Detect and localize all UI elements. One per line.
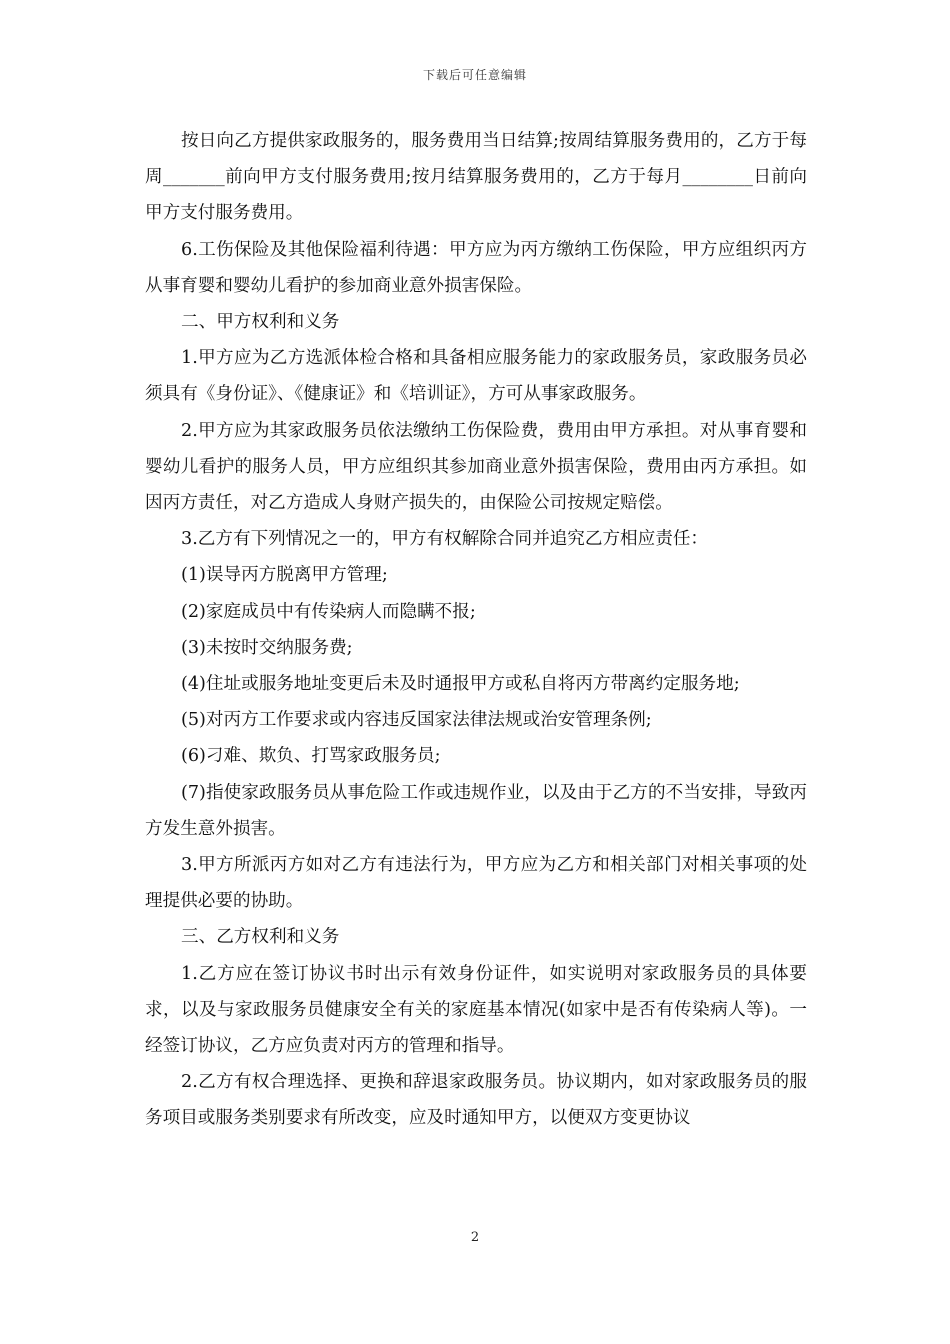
list-item-2: (2)家庭成员中有传染病人而隐瞒不报; bbox=[181, 601, 476, 622]
section-heading-party-a: 二、甲方权利和义务 bbox=[181, 312, 340, 333]
page-number: 2 bbox=[470, 1230, 480, 1245]
paragraph-b-2: 2.乙方有权合理选择、更换和辞退家政服务员。协议期内，如对家政服务员的服务项目或服务类别要求有所改变，应及时通知甲方，以便双方变更协议 bbox=[145, 1072, 807, 1129]
list-item-1: (1)误导丙方脱离甲方管理; bbox=[181, 565, 388, 586]
paragraph-a-2: 2.甲方应为其家政服务员依法缴纳工伤保险费，费用由甲方承担。对从事育婴和婴幼儿看护的服务人员，甲方应组织其参加商业意外损害保险，费用由丙方承担。如因丙方责任，对乙方造成人身财产损失的，由保险公司按规定赔偿。 bbox=[145, 420, 807, 514]
list-item-3: (3)未按时交纳服务费; bbox=[181, 637, 353, 658]
paragraph-a-1: 1.甲方应为乙方选派体检合格和具备相应服务能力的家政服务员，家政服务员必须具有《身份证》、《健康证》和《培训证》，方可从事家政服务。 bbox=[145, 348, 807, 405]
list-item-7: (7)指使家政服务员从事危险工作或违规作业，以及由于乙方的不当安排，导致丙方发生意外损害。 bbox=[145, 782, 807, 839]
paragraph-insurance: 6.工伤保险及其他保险福利待遇：甲方应为丙方缴纳工伤保险，甲方应组织丙方从事育婴和婴幼儿看护的参加商业意外损害保险。 bbox=[145, 239, 807, 296]
paragraph-a-3: 3.乙方有下列情况之一的，甲方有权解除合同并追究乙方相应责任： bbox=[181, 529, 709, 550]
paragraph-b-1: 1.乙方应在签订协议书时出示有效身份证件，如实说明对家政服务员的具体要求，以及与家政服务员健康安全有关的家庭基本情况(如家中是否有传染病人等)。一经签订协议，乙方应负责对丙方的管理和指导。 bbox=[145, 963, 807, 1057]
page-header: 下载后可任意编辑 bbox=[422, 68, 527, 82]
list-item-5: (5)对丙方工作要求或内容违反国家法律法规或治安管理条例; bbox=[181, 710, 652, 731]
list-item-4: (4)住址或服务地址变更后未及时通报甲方或私自将丙方带离约定服务地; bbox=[181, 674, 740, 695]
paragraph-payment-terms: 按日向乙方提供家政服务的，服务费用当日结算;按周结算服务费用的，乙方于每周_______前向甲方支付服务费用;按月结算服务费用的，乙方于每月________日前向甲方支付服务费用。 bbox=[145, 131, 807, 224]
list-item-6: (6)刁难、欺负、打骂家政服务员; bbox=[181, 746, 441, 767]
paragraph-a-3b: 3.甲方所派丙方如对乙方有违法行为，甲方应为乙方和相关部门对相关事项的处理提供必要的协助。 bbox=[145, 855, 807, 912]
document-body bbox=[145, 123, 807, 1137]
section-heading-party-b: 三、乙方权利和义务 bbox=[181, 927, 340, 948]
